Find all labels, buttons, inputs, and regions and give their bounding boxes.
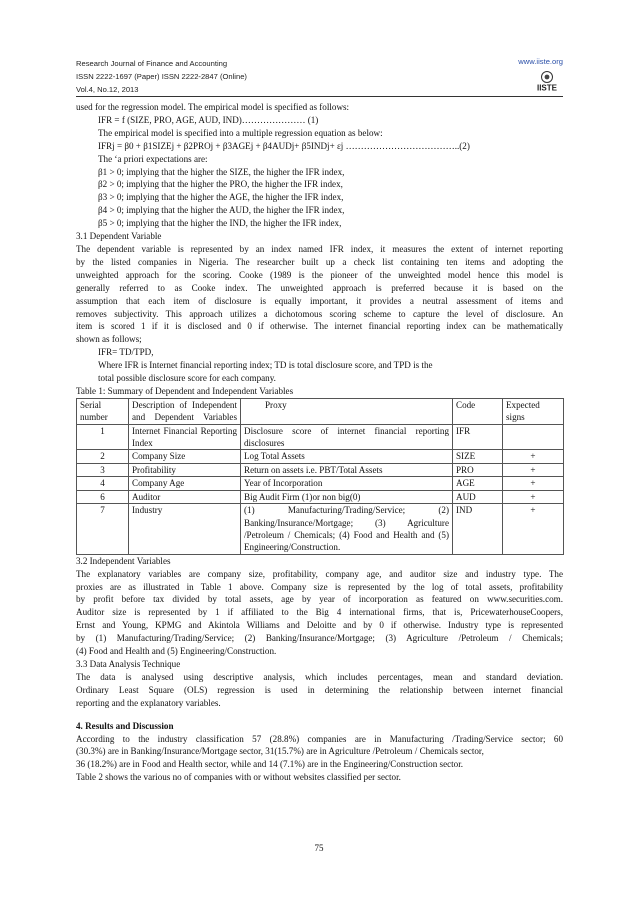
- beta-expectation: β2 > 0; implying that the higher the PRO, the higher the IFR index,: [98, 179, 343, 190]
- variables-table: [76, 398, 564, 555]
- cell-code: SIZE: [453, 450, 503, 463]
- website-link[interactable]: www.iiste.org: [518, 57, 563, 66]
- intro-line: used for the regression model. The empirical model is specified as follows:: [76, 102, 350, 112]
- header-rule: [76, 96, 563, 97]
- cell-description: Company Age: [129, 477, 241, 490]
- cell-code: IND: [453, 504, 503, 555]
- volume-line: Vol.4, No.12, 2013: [76, 85, 139, 94]
- cell-description: Company Size: [129, 450, 241, 463]
- table-row: [77, 424, 564, 450]
- header-serial: Serial number: [77, 398, 129, 424]
- logo-text: IISTE: [536, 83, 558, 92]
- table-header-row: [77, 398, 564, 424]
- paragraph-line: 36 (18.2%) are in Food and Health sector, while and 14 (7.1%) are in the Engineering/Construction sector.: [76, 759, 464, 770]
- cell-proxy: Disclosure score of internet financial reporting disclosures: [241, 424, 453, 450]
- paragraph-line: According to the industry classification 57 (28.8%) companies are in Manufacturing /Trading/Service sector; 60: [76, 733, 563, 744]
- paragraph-line: proxies are as illustrated in Table 1 above. Company size is represented by the log of total assets, profitability: [76, 581, 563, 592]
- paragraph-line: (4) Food and Health and (5) Engineering/Construction.: [76, 646, 277, 657]
- ifr-formula: IFR= TD/TPD,: [98, 347, 154, 358]
- cell-proxy: (1) Manufacturing/Trading/Service; (2) Banking/Insurance/Mortgage; (3) Agriculture /Petroleum / Chemicals; (4) Food and Health and (5) Engineering/Construction.: [241, 504, 453, 555]
- cell-sign: +: [503, 450, 564, 463]
- paragraph-line: Table 2 shows the various no of companies with or without websites classified per sector.: [76, 772, 401, 783]
- table-row: [77, 490, 564, 503]
- section-3-3-heading: 3.3 Data Analysis Technique: [76, 658, 181, 669]
- paragraph-line: Auditor size is represented by 1 if affiliated to the Big 4 international firms, that is, PricewaterhouseCoopers,: [76, 607, 563, 618]
- paragraph-line: The data is analysed using descriptive analysis, which includes percentages, mean and standard deviation.: [76, 671, 563, 682]
- table-row: [77, 477, 564, 490]
- formula-explanation: total possible disclosure score for each company.: [98, 373, 276, 384]
- table-row: [77, 450, 564, 463]
- paragraph-line: generally referred to as Cooke index. The unweighted approach is preferred because it is based on the: [76, 282, 563, 293]
- cell-description: Industry: [129, 504, 241, 555]
- section-4-heading: 4. Results and Discussion: [76, 720, 174, 731]
- section-3-2-heading: 3.2 Independent Variables: [76, 555, 171, 566]
- paragraph-line: Ordinary Least Square (OLS) regression is used in determining the relationship between internet financial: [76, 684, 563, 695]
- cell-proxy: Year of Incorporation: [241, 477, 453, 490]
- paragraph-line: The dependent variable is represented by an index named IFR index, it measures the extent of internet reporting: [76, 243, 563, 254]
- paragraph-line: (30.3%) are in Banking/Insurance/Mortgage sector, 31(15.7%) are in Agriculture /Petroleum / Chemicals sector,: [76, 746, 484, 757]
- spec-line: The empirical model is specified into a multiple regression equation as below:: [98, 127, 383, 138]
- paragraph-line: by (1) Manufacturing/Trading/Service; (2) Banking/Insurance/Mortgage; (3) Agriculture /Petroleum / Chemicals;: [76, 633, 563, 644]
- cell-description: Internet Financial Reporting Index: [129, 424, 241, 450]
- cell-serial: 2: [77, 450, 129, 463]
- cell-proxy: Return on assets i.e. PBT/Total Assets: [241, 463, 453, 476]
- cell-code: AGE: [453, 477, 503, 490]
- beta-expectation: β4 > 0; implying that the higher the AUD, the higher the IFR index,: [98, 205, 345, 216]
- cell-serial: 3: [77, 463, 129, 476]
- paragraph-line: item is scored 1 if it is disclosed and 0 if otherwise. The internet financial reporting index can be mathematically: [76, 321, 563, 332]
- section-3-1-heading: 3.1 Dependent Variable: [76, 231, 162, 242]
- cell-sign: [503, 424, 564, 450]
- cell-description: Profitability: [129, 463, 241, 476]
- paragraph-line: unweighted approach for the scoring. Cooke (1989 is the pioneer of the unweighted model hence this model is: [76, 269, 563, 280]
- iiste-logo: [531, 70, 563, 92]
- apriori-heading: The ‘a priori expectations are:: [98, 153, 208, 164]
- paragraph-line: by profit before tax divided by total assets, age by year of incorporation as featured on www.securities.com.: [76, 594, 563, 605]
- cell-sign: +: [503, 490, 564, 503]
- table-caption: Table 1: Summary of Dependent and Independent Variables: [76, 385, 294, 396]
- cell-sign: +: [503, 477, 564, 490]
- paragraph-line: The explanatory variables are company size, profitability, company age, and auditor size and industry type. The: [76, 568, 563, 579]
- cell-proxy: Log Total Assets: [241, 450, 453, 463]
- cell-serial: 6: [77, 490, 129, 503]
- cell-serial: 7: [77, 504, 129, 555]
- paragraph-line: shown as follows;: [76, 334, 142, 345]
- paragraph-line: removes subjectivity. This approach utilizes a dichotomous scoring scheme to capture the level of disclosure. An: [76, 308, 563, 319]
- page-body: [76, 101, 563, 784]
- header-code: Code: [453, 398, 503, 424]
- ifr-function: IFR = f (SIZE, PRO, AGE, AUD, IND)………………… (1): [98, 114, 319, 125]
- paragraph-line: assumption that each item of disclosure is equally important, it provides a neutral assessment of items and: [76, 295, 563, 306]
- journal-title: Research Journal of Finance and Accounting: [76, 59, 228, 68]
- cell-sign: +: [503, 463, 564, 476]
- table-row: [77, 504, 564, 555]
- cell-sign: +: [503, 504, 564, 555]
- beta-expectation: β5 > 0; implying that the higher the IND, the higher the IFR index,: [98, 218, 342, 229]
- issn-line: ISSN 2222-1697 (Paper) ISSN 2222-2847 (Online): [76, 72, 247, 81]
- paragraph-line: Ernst and Young, KPMG and Akintola Williams and Deloitte and by 0 if otherwise. Industry type is represented: [76, 620, 563, 631]
- cell-description: Auditor: [129, 490, 241, 503]
- header-description: Description of Independent and Dependent Variables: [129, 398, 241, 424]
- header-proxy: Proxy: [241, 398, 453, 424]
- cell-serial: 4: [77, 477, 129, 490]
- cell-code: PRO: [453, 463, 503, 476]
- cell-proxy: Big Audit Firm (1)or non big(0): [241, 490, 453, 503]
- table-row: [77, 463, 564, 476]
- paragraph-line: by the listed companies in Nigeria. The researcher built up a check list containing ten items and adopting the: [76, 256, 563, 267]
- header-signs: Expected signs: [503, 398, 564, 424]
- beta-expectation: β1 > 0; implying that the higher the SIZE, the higher the IFR index,: [98, 166, 345, 177]
- cell-serial: 1: [77, 424, 129, 450]
- cell-code: AUD: [453, 490, 503, 503]
- beta-expectation: β3 > 0; implying that the higher the AGE, the higher the IFR index,: [98, 192, 344, 203]
- paragraph-line: reporting and the explanatory variables.: [76, 697, 221, 708]
- formula-explanation: Where IFR is Internet financial reporting index; TD is total disclosure score, and TPD is the: [98, 360, 433, 371]
- cell-code: IFR: [453, 424, 503, 450]
- page-number: 75: [314, 843, 324, 853]
- regression-equation: IFRj = β0 + β1SIZEj + β2PROj + β3AGEj + β4AUDj+ β5INDj+ εj ………………………………..(2): [98, 140, 470, 151]
